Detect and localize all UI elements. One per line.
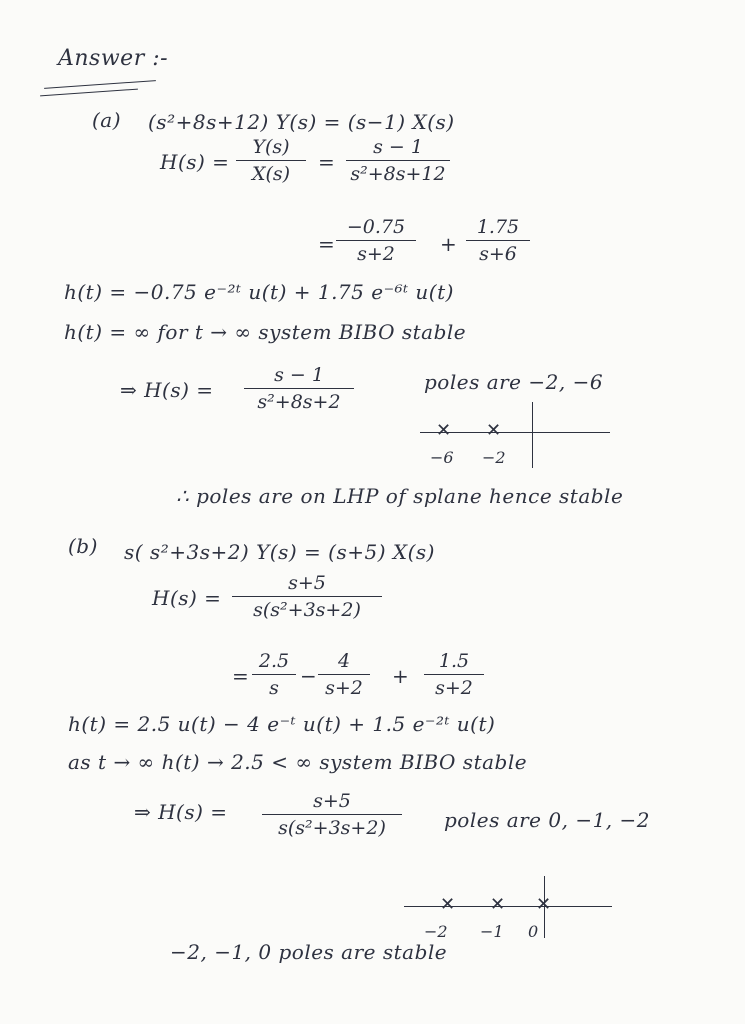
part-a-h-lhs: H(s) = — [160, 150, 230, 174]
pole-plot-b-real-axis — [404, 906, 612, 907]
fraction-bar — [466, 240, 530, 241]
pole-marker-icon: ✕ — [486, 420, 502, 441]
part-a-conclusion: ∴ poles are on LHP of splane hence stable — [176, 484, 624, 508]
part-b-implies: ⇒ H(s) = — [134, 800, 228, 824]
part-a-impulse-response: h(t) = −0.75 e⁻²ᵗ u(t) + 1.75 e⁻⁶ᵗ u(t) — [64, 280, 454, 304]
part-a-h-fraction-2 — [346, 136, 450, 185]
heading-underline-2 — [40, 89, 138, 97]
part-b-minus: − — [300, 664, 318, 688]
part-b-h-lhs: H(s) = — [152, 586, 222, 610]
part-a-hs-num: s − 1 — [274, 364, 324, 386]
part-a-plus: + — [440, 232, 458, 256]
part-b-poles: poles are 0, −1, −2 — [444, 808, 650, 832]
fraction-bar — [244, 388, 354, 389]
pole-marker-icon: ✕ — [536, 894, 552, 915]
part-a-h-fraction — [236, 136, 306, 185]
fraction-bar — [336, 240, 416, 241]
part-b-pf3-den: s+2 — [435, 677, 473, 699]
part-a-eq-sign: = — [318, 150, 336, 174]
fraction-bar — [252, 674, 296, 675]
pole-plot-a-tick: −6 — [430, 448, 454, 467]
part-b-h-den: s(s²+3s+2) — [253, 599, 361, 621]
fraction-bar — [318, 674, 370, 675]
part-a-pf2 — [466, 216, 530, 265]
answer-heading: Answer :- — [58, 46, 169, 71]
part-a-pf2-num: 1.75 — [476, 216, 520, 238]
part-a-implies: ⇒ H(s) = — [120, 378, 214, 402]
part-a-h2-den: s²+8s+12 — [350, 163, 446, 185]
part-a-pf2-den: s+6 — [479, 243, 517, 265]
part-a-pf1-num: −0.75 — [346, 216, 406, 238]
pole-marker-icon: ✕ — [490, 894, 506, 915]
part-b-pf1 — [252, 650, 296, 699]
part-a-h2-num: s − 1 — [373, 136, 423, 158]
part-b-hs-num: s+5 — [313, 790, 351, 812]
part-a-pf-eq: = — [318, 232, 336, 256]
fraction-bar — [262, 814, 402, 815]
part-b-pf1-den: s — [269, 677, 279, 699]
fraction-bar — [232, 596, 382, 597]
part-a-hs-fraction — [244, 364, 354, 413]
part-b-label: (b) — [68, 534, 98, 558]
part-a-poles: poles are −2, −6 — [424, 370, 604, 394]
part-b-pf2 — [318, 650, 370, 699]
fraction-bar — [236, 160, 306, 161]
part-b-h-num: s+5 — [288, 572, 326, 594]
fraction-bar — [424, 674, 484, 675]
heading-underline — [44, 80, 156, 89]
part-b-conclusion: −2, −1, 0 poles are stable — [170, 940, 448, 964]
part-b-limit: as t → ∞ h(t) → 2.5 < ∞ system BIBO stable — [68, 750, 528, 774]
part-a-label: (a) — [92, 108, 122, 132]
pole-plot-b-tick: 0 — [528, 922, 539, 941]
part-a-h-num: Y(s) — [252, 136, 290, 158]
part-b-hs-fraction — [262, 790, 402, 839]
part-a-hs-den: s²+8s+2 — [257, 391, 341, 413]
part-b-h-fraction — [232, 572, 382, 621]
part-b-pf3-num: 1.5 — [438, 650, 470, 672]
part-a-pf1-den: s+2 — [357, 243, 395, 265]
pole-plot-b-tick: −2 — [424, 922, 448, 941]
part-b-equation: s( s²+3s+2) Y(s) = (s+5) X(s) — [124, 540, 435, 564]
part-a-limit: h(t) = ∞ for t → ∞ system BIBO stable — [64, 320, 467, 344]
pole-plot-a-imag-axis — [532, 402, 533, 468]
pole-marker-icon: ✕ — [436, 420, 452, 441]
part-b-pf1-num: 2.5 — [258, 650, 290, 672]
fraction-bar — [346, 160, 450, 161]
part-a-pf1 — [336, 216, 416, 265]
part-b-hs-den: s(s²+3s+2) — [278, 817, 386, 839]
part-b-pf-eq: = — [232, 664, 250, 688]
part-b-pf3 — [424, 650, 484, 699]
pole-marker-icon: ✕ — [440, 894, 456, 915]
part-b-plus: + — [392, 664, 410, 688]
part-b-pf2-num: 4 — [337, 650, 351, 672]
part-a-h-den: X(s) — [251, 163, 291, 185]
part-a-equation: (s²+8s+12) Y(s) = (s−1) X(s) — [148, 110, 455, 134]
pole-plot-b-tick: −1 — [480, 922, 504, 941]
pole-plot-a-tick: −2 — [482, 448, 506, 467]
part-b-pf2-den: s+2 — [325, 677, 363, 699]
part-b-impulse-response: h(t) = 2.5 u(t) − 4 e⁻ᵗ u(t) + 1.5 e⁻²ᵗ u(t) — [68, 712, 496, 736]
